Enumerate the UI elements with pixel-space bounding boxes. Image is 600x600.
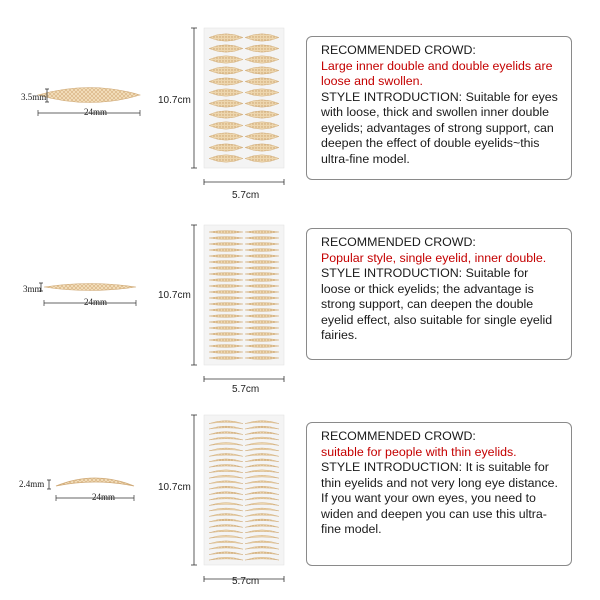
strip-height-label: 3mm (23, 284, 42, 294)
eyelid-strip-sample (56, 478, 134, 486)
style-introduction: STYLE INTRODUCTION: Suitable for loose or thick eyelids; the advantage is strong support, can deepen the double eyelid effect, also suitable for single eyelid fairies. (321, 266, 553, 342)
crowd-title: RECOMMENDED CROWD: (321, 43, 476, 57)
strip-width-label: 24mm (84, 297, 108, 307)
strip-width-label: 24mm (84, 107, 108, 117)
style-introduction: STYLE INTRODUCTION: Suitable for eyes with loose, thick and swollen inner double eyelids; advantages of strong support, can deepen the effect of double eyelids~this ultra-fine model. (321, 89, 558, 166)
sheet-height-label: 10.7cm (158, 95, 191, 106)
description-card-3 (306, 422, 572, 566)
strip-height-label: 3.5mm (21, 92, 47, 102)
eyelid-strip-sample (44, 284, 136, 291)
sheet-height-label: 10.7cm (158, 482, 191, 493)
crowd-text: suitable for people with thin eyelids. (321, 444, 517, 459)
crowd-title: RECOMMENDED CROWD: (321, 235, 476, 249)
crowd-text: Large inner double and double eyelids are loose and swollen. (321, 58, 553, 88)
crowd-text: Popular style, single eyelid, inner double. (321, 250, 547, 265)
sheet-height-label: 10.7cm (158, 290, 191, 301)
style-introduction: STYLE INTRODUCTION: It is suitable for thin eyelids and not very long eye distance. If you want your own eyes, you need to widen and deepen you can use this ultra-fine model. (321, 460, 558, 536)
description-card-2 (306, 228, 572, 360)
sheet-width-label: 5.7cm (232, 384, 260, 395)
strip-height-label: 2.4mm (19, 479, 45, 489)
sticker-sheet (204, 225, 284, 365)
sheet-width-label: 5.7cm (232, 576, 260, 587)
strip-width-label: 24mm (92, 492, 116, 502)
sheet-width-label: 5.7cm (232, 190, 260, 201)
crowd-title: RECOMMENDED CROWD: (321, 429, 476, 443)
